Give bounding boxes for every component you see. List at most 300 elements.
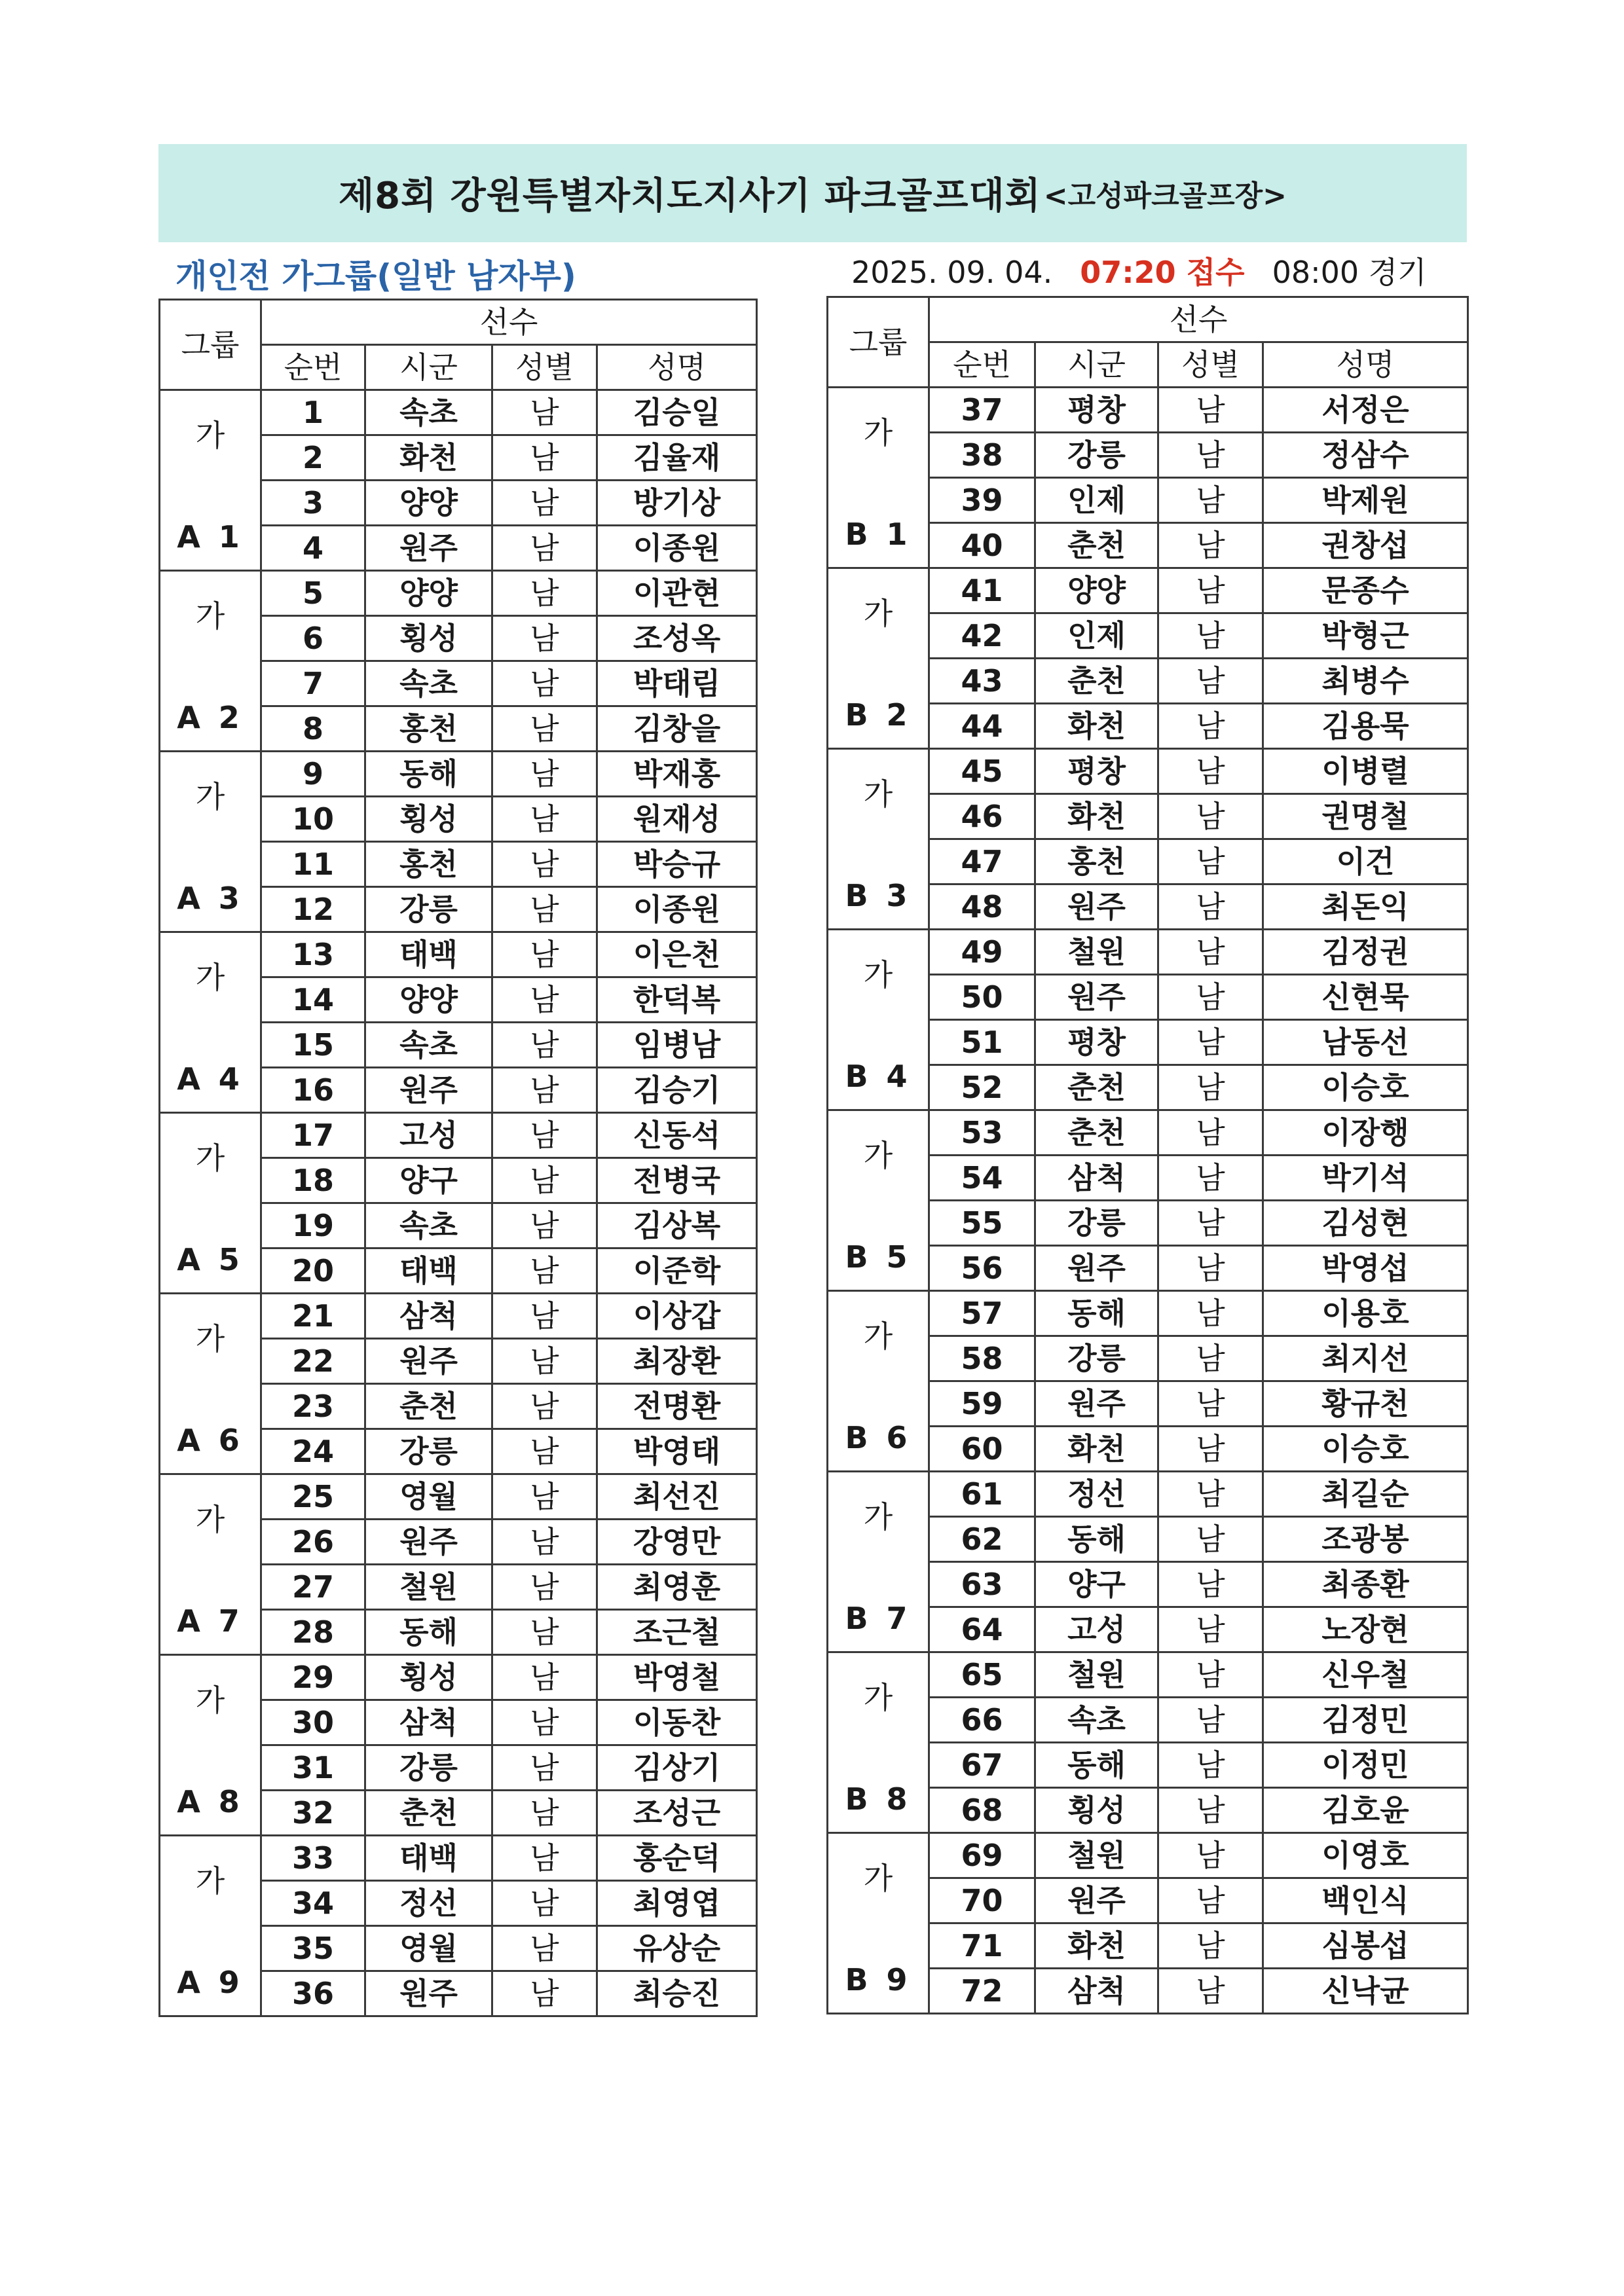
player-number: 48 <box>929 884 1035 930</box>
player-number: 20 <box>261 1248 365 1294</box>
group-code: B 1 <box>845 516 912 552</box>
player-gender: 남 <box>1158 884 1263 930</box>
header-number: 순번 <box>929 342 1035 388</box>
player-gender: 남 <box>492 1294 597 1339</box>
player-gender: 남 <box>1158 659 1263 704</box>
player-gender: 남 <box>492 1655 597 1700</box>
player-city: 고성 <box>365 1113 492 1158</box>
group-label: 가 <box>863 957 893 993</box>
player-number: 67 <box>929 1743 1035 1788</box>
player-number: 28 <box>261 1610 365 1655</box>
player-city: 삼척 <box>1035 1156 1158 1201</box>
player-gender: 남 <box>492 887 597 932</box>
group-code: B 6 <box>845 1419 912 1455</box>
player-gender: 남 <box>492 661 597 706</box>
player-number: 51 <box>929 1020 1035 1065</box>
player-city: 양구 <box>365 1158 492 1203</box>
player-name: 이승호 <box>1263 1065 1468 1110</box>
player-city: 평창 <box>1035 749 1158 794</box>
table-row <box>828 1833 1468 1878</box>
player-number: 24 <box>261 1429 365 1474</box>
player-number: 6 <box>261 616 365 661</box>
table-row <box>160 390 757 435</box>
player-number: 62 <box>929 1517 1035 1562</box>
player-gender: 남 <box>492 752 597 797</box>
player-number: 34 <box>261 1881 365 1926</box>
player-gender: 남 <box>492 1565 597 1610</box>
player-gender: 남 <box>492 481 597 526</box>
player-name: 김상기 <box>597 1745 757 1791</box>
player-name: 백인식 <box>1263 1878 1468 1923</box>
player-name: 신동석 <box>597 1113 757 1158</box>
player-number: 5 <box>261 571 365 616</box>
group-code: B 3 <box>845 877 912 913</box>
player-gender: 남 <box>1158 1201 1263 1246</box>
group-label-wrap <box>828 751 928 928</box>
player-gender: 남 <box>492 977 597 1023</box>
header-city: 시군 <box>1035 342 1158 388</box>
group-label-wrap <box>160 1476 260 1653</box>
table-row <box>160 1655 757 1700</box>
player-city: 정선 <box>1035 1472 1158 1517</box>
group-cell <box>160 932 261 1113</box>
player-gender: 남 <box>492 932 597 977</box>
player-gender: 남 <box>1158 1336 1263 1381</box>
group-cell <box>160 1294 261 1474</box>
header-gender: 성별 <box>492 345 597 390</box>
player-name: 서정은 <box>1263 388 1468 433</box>
player-city: 횡성 <box>1035 1788 1158 1833</box>
group-label: 가 <box>863 776 893 812</box>
table-row <box>160 1474 757 1520</box>
player-gender: 남 <box>1158 1517 1263 1562</box>
player-gender: 남 <box>1158 1923 1263 1969</box>
player-number: 29 <box>261 1655 365 1700</box>
group-cell <box>828 1110 929 1291</box>
player-gender: 남 <box>492 1203 597 1248</box>
player-city: 속초 <box>365 390 492 435</box>
group-cell <box>828 568 929 749</box>
player-name: 이건 <box>1263 839 1468 884</box>
venue-label: <고성파크골프장> <box>1043 179 1287 213</box>
group-code: A 8 <box>177 1783 244 1819</box>
player-name: 박제원 <box>1263 478 1468 523</box>
group-label: 가 <box>863 1318 893 1354</box>
player-name: 이종원 <box>597 526 757 571</box>
player-gender: 남 <box>492 571 597 616</box>
group-label: 가 <box>863 414 893 450</box>
player-city: 강릉 <box>365 1429 492 1474</box>
player-name: 방기상 <box>597 481 757 526</box>
player-city: 춘천 <box>1035 1110 1158 1156</box>
roster-table-b <box>826 296 1469 2014</box>
player-name: 최영훈 <box>597 1565 757 1610</box>
player-number: 70 <box>929 1878 1035 1923</box>
player-city: 고성 <box>1035 1607 1158 1652</box>
player-name: 조성근 <box>597 1791 757 1836</box>
match-time: 08:00 경기 <box>1272 255 1427 290</box>
player-gender: 남 <box>492 1248 597 1294</box>
player-name: 최장환 <box>597 1339 757 1384</box>
player-number: 65 <box>929 1652 1035 1698</box>
player-number: 49 <box>929 930 1035 975</box>
player-city: 화천 <box>365 435 492 481</box>
player-city: 춘천 <box>1035 659 1158 704</box>
player-name: 유상순 <box>597 1926 757 1971</box>
header-group: 그룹 <box>828 297 929 388</box>
group-cell <box>160 390 261 571</box>
player-gender: 남 <box>1158 1969 1263 2014</box>
player-city: 속초 <box>1035 1698 1158 1743</box>
player-number: 7 <box>261 661 365 706</box>
player-city: 화천 <box>1035 1427 1158 1472</box>
player-gender: 남 <box>492 390 597 435</box>
player-name: 남동선 <box>1263 1020 1468 1065</box>
player-gender: 남 <box>492 1384 597 1429</box>
player-name: 김정권 <box>1263 930 1468 975</box>
table-row <box>828 930 1468 975</box>
player-number: 69 <box>929 1833 1035 1878</box>
player-number: 68 <box>929 1788 1035 1833</box>
group-label: 가 <box>195 1140 225 1176</box>
player-number: 72 <box>929 1969 1035 2014</box>
player-city: 속초 <box>365 661 492 706</box>
player-city: 양구 <box>1035 1562 1158 1607</box>
player-name: 이은천 <box>597 932 757 977</box>
player-city: 인제 <box>1035 478 1158 523</box>
player-number: 25 <box>261 1474 365 1520</box>
player-number: 33 <box>261 1836 365 1881</box>
group-label: 가 <box>863 595 893 631</box>
group-label-wrap <box>160 754 260 930</box>
player-city: 화천 <box>1035 1923 1158 1969</box>
player-gender: 남 <box>492 1881 597 1926</box>
player-gender: 남 <box>1158 1381 1263 1427</box>
player-name: 이영호 <box>1263 1833 1468 1878</box>
player-number: 39 <box>929 478 1035 523</box>
player-gender: 남 <box>1158 1652 1263 1698</box>
player-city: 원주 <box>365 1971 492 2016</box>
player-city: 원주 <box>365 526 492 571</box>
player-name: 최돈익 <box>1263 884 1468 930</box>
player-name: 최선진 <box>597 1474 757 1520</box>
group-code: A 3 <box>177 880 244 916</box>
player-number: 17 <box>261 1113 365 1158</box>
group-label-wrap <box>160 1657 260 1834</box>
player-gender: 남 <box>492 435 597 481</box>
player-city: 춘천 <box>1035 1065 1158 1110</box>
player-number: 53 <box>929 1110 1035 1156</box>
player-city: 동해 <box>365 752 492 797</box>
group-label: 가 <box>863 1679 893 1715</box>
group-cell <box>828 1652 929 1833</box>
player-number: 18 <box>261 1158 365 1203</box>
player-gender: 남 <box>492 1836 597 1881</box>
player-city: 영월 <box>365 1474 492 1520</box>
player-name: 이동찬 <box>597 1700 757 1745</box>
player-number: 52 <box>929 1065 1035 1110</box>
group-label: 가 <box>863 1860 893 1896</box>
player-name: 권창섭 <box>1263 523 1468 568</box>
player-number: 41 <box>929 568 1035 613</box>
player-gender: 남 <box>1158 1788 1263 1833</box>
player-number: 2 <box>261 435 365 481</box>
player-city: 화천 <box>1035 704 1158 749</box>
player-gender: 남 <box>1158 975 1263 1020</box>
player-number: 45 <box>929 749 1035 794</box>
header-gender: 성별 <box>1158 342 1263 388</box>
player-city: 원주 <box>365 1520 492 1565</box>
player-gender: 남 <box>1158 704 1263 749</box>
group-code: B 2 <box>845 697 912 733</box>
player-city: 원주 <box>1035 1878 1158 1923</box>
roster-body-b <box>828 388 1468 2014</box>
group-cell <box>160 1113 261 1294</box>
player-city: 홍천 <box>365 706 492 752</box>
group-label: 가 <box>195 959 225 995</box>
group-code: A 5 <box>177 1241 244 1277</box>
player-gender: 남 <box>1158 1878 1263 1923</box>
player-name: 이장행 <box>1263 1110 1468 1156</box>
header-city: 시군 <box>365 345 492 390</box>
player-city: 횡성 <box>365 797 492 842</box>
player-gender: 남 <box>492 1745 597 1791</box>
page-title: 제8회 강원특별자치도지사기 파크골프대회 <box>339 175 1041 217</box>
group-label-wrap <box>828 390 928 566</box>
player-number: 4 <box>261 526 365 571</box>
player-name: 전명환 <box>597 1384 757 1429</box>
player-number: 38 <box>929 433 1035 478</box>
group-label-wrap <box>160 392 260 569</box>
group-label-wrap <box>828 1474 928 1650</box>
player-city: 영월 <box>365 1926 492 1971</box>
player-gender: 남 <box>1158 523 1263 568</box>
player-number: 64 <box>929 1607 1035 1652</box>
player-name: 최종환 <box>1263 1562 1468 1607</box>
player-gender: 남 <box>492 1791 597 1836</box>
player-city: 춘천 <box>365 1384 492 1429</box>
group-cell <box>828 1472 929 1652</box>
player-number: 26 <box>261 1520 365 1565</box>
player-name: 박영섭 <box>1263 1246 1468 1291</box>
player-name: 최지선 <box>1263 1336 1468 1381</box>
player-name: 이관현 <box>597 571 757 616</box>
player-name: 한덕복 <box>597 977 757 1023</box>
group-label: 가 <box>195 1321 225 1357</box>
player-gender: 남 <box>1158 749 1263 794</box>
player-gender: 남 <box>492 616 597 661</box>
header-group: 그룹 <box>160 300 261 390</box>
header-number: 순번 <box>261 345 365 390</box>
table-row <box>828 388 1468 433</box>
header-player: 선수 <box>261 300 757 345</box>
player-gender: 남 <box>1158 1833 1263 1878</box>
player-name: 문종수 <box>1263 568 1468 613</box>
player-name: 김용묵 <box>1263 704 1468 749</box>
player-gender: 남 <box>1158 1698 1263 1743</box>
player-name: 김상복 <box>597 1203 757 1248</box>
table-row <box>160 1836 757 1881</box>
player-name: 이정민 <box>1263 1743 1468 1788</box>
player-gender: 남 <box>1158 1472 1263 1517</box>
player-number: 61 <box>929 1472 1035 1517</box>
player-number: 46 <box>929 794 1035 839</box>
player-name: 신낙균 <box>1263 1969 1468 2014</box>
player-number: 16 <box>261 1068 365 1113</box>
player-number: 8 <box>261 706 365 752</box>
header-player: 선수 <box>929 297 1468 342</box>
player-number: 27 <box>261 1565 365 1610</box>
player-name: 박재홍 <box>597 752 757 797</box>
player-name: 김승일 <box>597 390 757 435</box>
player-gender: 남 <box>1158 388 1263 433</box>
player-number: 30 <box>261 1700 365 1745</box>
player-name: 박형근 <box>1263 613 1468 659</box>
player-name: 심봉섭 <box>1263 1923 1468 1969</box>
player-city: 원주 <box>1035 884 1158 930</box>
player-number: 3 <box>261 481 365 526</box>
group-cell <box>828 930 929 1110</box>
table-row <box>828 749 1468 794</box>
group-cell <box>160 752 261 932</box>
player-number: 57 <box>929 1291 1035 1336</box>
group-cell <box>828 388 929 568</box>
group-cell <box>160 571 261 752</box>
player-city: 횡성 <box>365 616 492 661</box>
player-name: 신우철 <box>1263 1652 1468 1698</box>
player-city: 원주 <box>1035 975 1158 1020</box>
player-city: 횡성 <box>365 1655 492 1700</box>
player-city: 춘천 <box>1035 523 1158 568</box>
player-gender: 남 <box>492 797 597 842</box>
player-name: 김호윤 <box>1263 1788 1468 1833</box>
player-city: 삼척 <box>365 1294 492 1339</box>
player-name: 권명철 <box>1263 794 1468 839</box>
group-code: A 9 <box>177 1964 244 2000</box>
player-name: 조근철 <box>597 1610 757 1655</box>
player-city: 홍천 <box>365 842 492 887</box>
player-city: 동해 <box>1035 1517 1158 1562</box>
player-number: 42 <box>929 613 1035 659</box>
group-label-wrap <box>160 934 260 1111</box>
group-label-wrap <box>160 1296 260 1472</box>
group-cell <box>828 1833 929 2014</box>
player-number: 63 <box>929 1562 1035 1607</box>
player-city: 평창 <box>1035 388 1158 433</box>
player-city: 철원 <box>365 1565 492 1610</box>
group-code: A 4 <box>177 1061 244 1097</box>
player-city: 화천 <box>1035 794 1158 839</box>
player-gender: 남 <box>1158 1607 1263 1652</box>
player-city: 강릉 <box>365 1745 492 1791</box>
player-number: 56 <box>929 1246 1035 1291</box>
player-number: 54 <box>929 1156 1035 1201</box>
group-label: 가 <box>863 1499 893 1535</box>
player-gender: 남 <box>492 1158 597 1203</box>
player-gender: 남 <box>1158 1246 1263 1291</box>
player-gender: 남 <box>492 1610 597 1655</box>
player-number: 58 <box>929 1336 1035 1381</box>
player-number: 60 <box>929 1427 1035 1472</box>
group-code: B 7 <box>845 1600 912 1636</box>
player-number: 31 <box>261 1745 365 1791</box>
player-number: 40 <box>929 523 1035 568</box>
group-cell <box>160 1836 261 2016</box>
player-number: 71 <box>929 1923 1035 1969</box>
table-row <box>828 1110 1468 1156</box>
player-number: 12 <box>261 887 365 932</box>
player-city: 인제 <box>1035 613 1158 659</box>
player-name: 이상갑 <box>597 1294 757 1339</box>
table-row <box>828 1291 1468 1336</box>
player-city: 정선 <box>365 1881 492 1926</box>
group-code: B 5 <box>845 1239 912 1275</box>
player-city: 양양 <box>365 977 492 1023</box>
player-number: 47 <box>929 839 1035 884</box>
player-number: 13 <box>261 932 365 977</box>
group-code: A 7 <box>177 1603 244 1639</box>
player-name: 원재성 <box>597 797 757 842</box>
table-row <box>160 1113 757 1158</box>
player-number: 32 <box>261 1791 365 1836</box>
player-gender: 남 <box>492 706 597 752</box>
header-name: 성명 <box>597 345 757 390</box>
player-city: 강릉 <box>1035 1201 1158 1246</box>
player-gender: 남 <box>1158 613 1263 659</box>
roster-body-a <box>160 390 757 2016</box>
player-city: 태백 <box>365 932 492 977</box>
player-city: 양양 <box>365 481 492 526</box>
player-city: 양양 <box>1035 568 1158 613</box>
group-code: A 6 <box>177 1422 244 1458</box>
title-banner <box>158 144 1467 242</box>
player-name: 박영태 <box>597 1429 757 1474</box>
player-name: 김율재 <box>597 435 757 481</box>
player-name: 박영철 <box>597 1655 757 1700</box>
player-name: 최영엽 <box>597 1881 757 1926</box>
player-number: 22 <box>261 1339 365 1384</box>
group-code: A 2 <box>177 699 244 735</box>
player-name: 조광봉 <box>1263 1517 1468 1562</box>
player-name: 김성현 <box>1263 1201 1468 1246</box>
group-label-wrap <box>160 1838 260 2014</box>
group-label: 가 <box>195 598 225 634</box>
player-name: 이병렬 <box>1263 749 1468 794</box>
table-row <box>828 1472 1468 1517</box>
table-row <box>828 568 1468 613</box>
player-city: 강릉 <box>1035 1336 1158 1381</box>
player-gender: 남 <box>1158 1562 1263 1607</box>
table-row <box>160 1294 757 1339</box>
player-city: 철원 <box>1035 1833 1158 1878</box>
player-city: 속초 <box>365 1023 492 1068</box>
player-gender: 남 <box>1158 1156 1263 1201</box>
player-city: 원주 <box>365 1339 492 1384</box>
player-city: 강릉 <box>365 887 492 932</box>
player-gender: 남 <box>1158 1020 1263 1065</box>
player-number: 37 <box>929 388 1035 433</box>
player-city: 원주 <box>1035 1381 1158 1427</box>
table-row <box>160 571 757 616</box>
group-cell <box>828 1291 929 1472</box>
player-city: 평창 <box>1035 1020 1158 1065</box>
group-cell <box>160 1655 261 1836</box>
player-name: 전병국 <box>597 1158 757 1203</box>
group-label-wrap <box>160 573 260 750</box>
player-number: 9 <box>261 752 365 797</box>
player-number: 55 <box>929 1201 1035 1246</box>
player-city: 원주 <box>365 1068 492 1113</box>
